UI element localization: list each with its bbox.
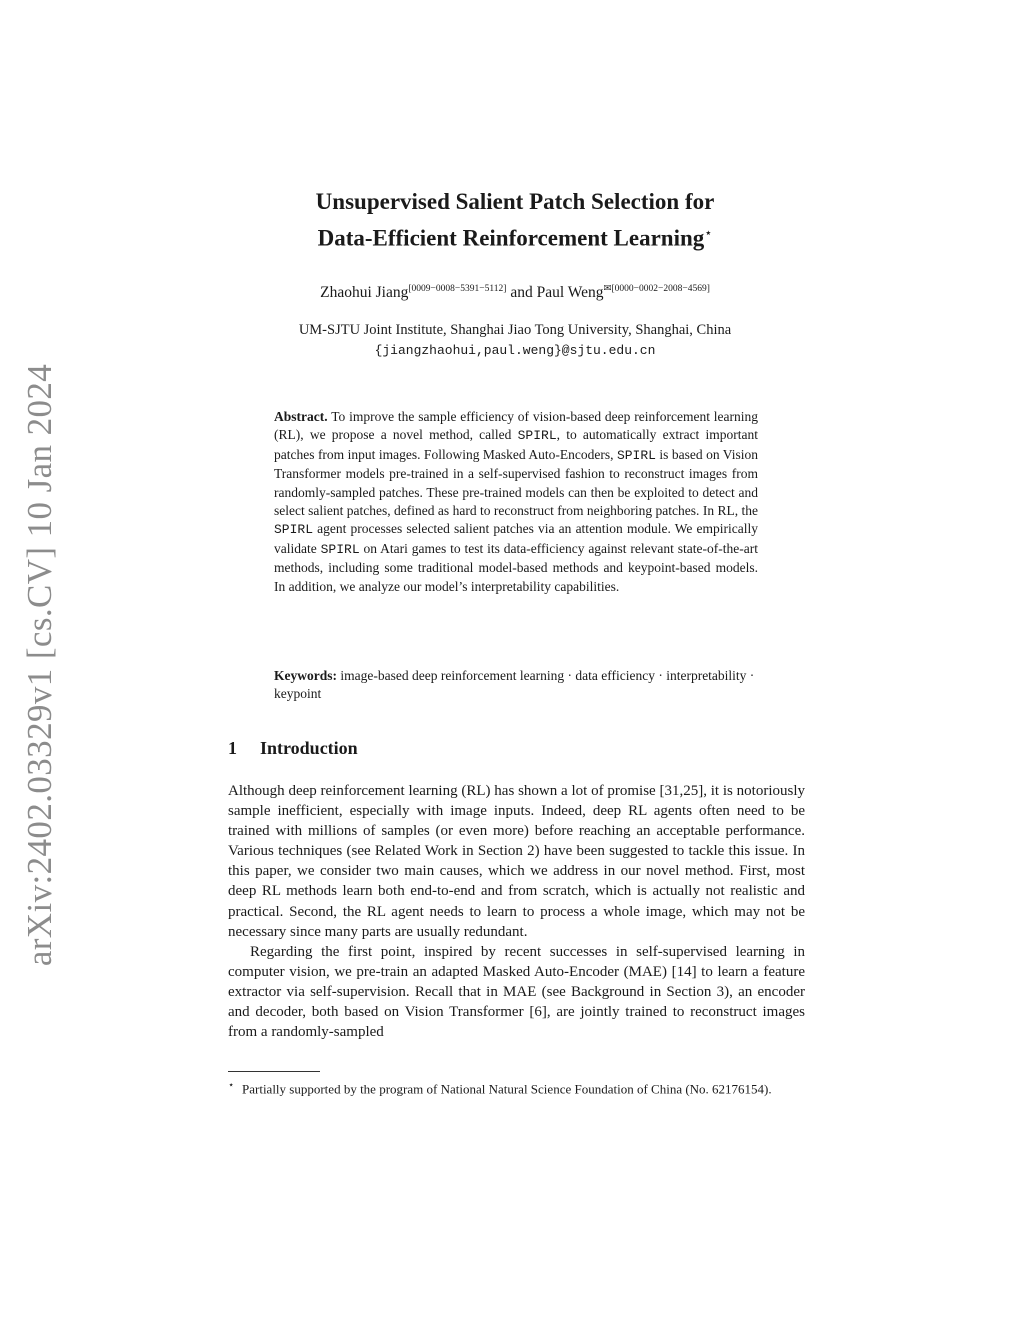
abstract-text-1: To improve the sample efficiency of vision-based deep reinforcement learning (RL), we propose a novel method, called [274, 409, 758, 443]
method-name: SPIRL [274, 522, 314, 538]
footnote [228, 1077, 805, 1098]
affiliation: UM-SJTU Joint Institute, Shanghai Jiao Tong University, Shanghai, China [298, 322, 732, 338]
title-line-2: Data-Efficient Reinforcement Learning [317, 225, 705, 251]
abstract-text-2: , to automatically extract important patches from input images. Following Masked Auto-Encoders, [274, 427, 758, 462]
keywords-text: image-based deep reinforcement learning · data efficiency · interpretability · keypoint [274, 668, 755, 702]
footnote-rule [228, 1071, 320, 1072]
abstract-text-4: agent processes selected salient patches via an attention module. We empirically validate [274, 521, 758, 556]
orcid-weng: [0000−0002−2008−4569] [611, 284, 710, 294]
intro-paragraph-1: Although deep reinforcement learning (RL) has shown a lot of promise [31,25], it is notoriously sample inefficient, especially with image inputs. Indeed, deep RL agents often need to be trained with millions of samples (or even more) before reaching an acceptable performance. Various techniques (see Related Work in Section 2) have been suggested to tackle this issue. In this paper, we consider two main causes, which we address in our novel method. First, most deep RL methods learn both end-to-end and from scratch, which is actually not realistic and practical. Second, the RL agent needs to learn to process a whole image, which may not be necessary since many parts are usually redundant. [228, 783, 805, 940]
section-title: Introduction [260, 738, 358, 758]
footnote-text: Partially supported by the program of National Natural Science Foundation of China (No. 62176154). [242, 1081, 772, 1097]
keywords-label: Keywords: [274, 668, 337, 683]
intro-paragraph-2: Regarding the first point, inspired by recent successes in self-supervised learning in computer vision, we pre-train an adapted Masked Auto-Encoder (MAE) [14] to learn a feature extractor via self-supervision. Recall that in MAE (see Background in Section 3), an encoder and decoder, both based on Vision Transformer [6], are jointly trained to reconstruct images from a randomly-sampled [228, 943, 805, 1041]
method-name: SPIRL [320, 541, 360, 557]
introduction-body [228, 781, 805, 1042]
envelope-icon: ✉ [603, 284, 612, 294]
abstract-text-5: on Atari games to test its data-efficiency against relevant state-of-the-art methods, including some traditional model-based methods and keypoint-based models. In addition, we analyze our model’s interpretability capabilities. [274, 540, 758, 594]
section-number: 1 [228, 738, 237, 758]
abstract [274, 408, 758, 596]
abstract-text-3: is based on Vision Transformer models pre-trained in a self-supervised fashion to reconstruct images from randomly-sampled patches. These pre-trained models can then be exploited to detect and select salient patches, defined as hard to reconstruct from neighboring patches. In RL, the [274, 446, 758, 519]
method-name: SPIRL [616, 447, 656, 463]
keywords [274, 667, 758, 704]
author-emails: {jiangzhaohui,paul.weng}@sjtu.edu.cn [374, 343, 656, 358]
orcid-jiang: [0009−0008−5391−5112] [408, 284, 507, 294]
abstract-label: Abstract. [274, 409, 328, 424]
arxiv-identifier: arXiv:2402.03329v1 [cs.CV] 10 Jan 2024 [20, 363, 59, 967]
affiliation-block [230, 320, 800, 361]
title-line-1: Unsupervised Salient Patch Selection for [315, 189, 715, 214]
paper-title [230, 186, 800, 254]
author-list [230, 283, 800, 302]
method-name: SPIRL [517, 428, 557, 444]
author-conjunction: and [506, 284, 537, 302]
footnote-mark: ⋆ [228, 1080, 235, 1091]
author-jiang: Zhaohui Jiang [320, 284, 409, 302]
author-weng: Paul Weng [536, 284, 604, 302]
section-heading [228, 738, 358, 759]
title-footnote-mark: ⋆ [704, 225, 713, 240]
